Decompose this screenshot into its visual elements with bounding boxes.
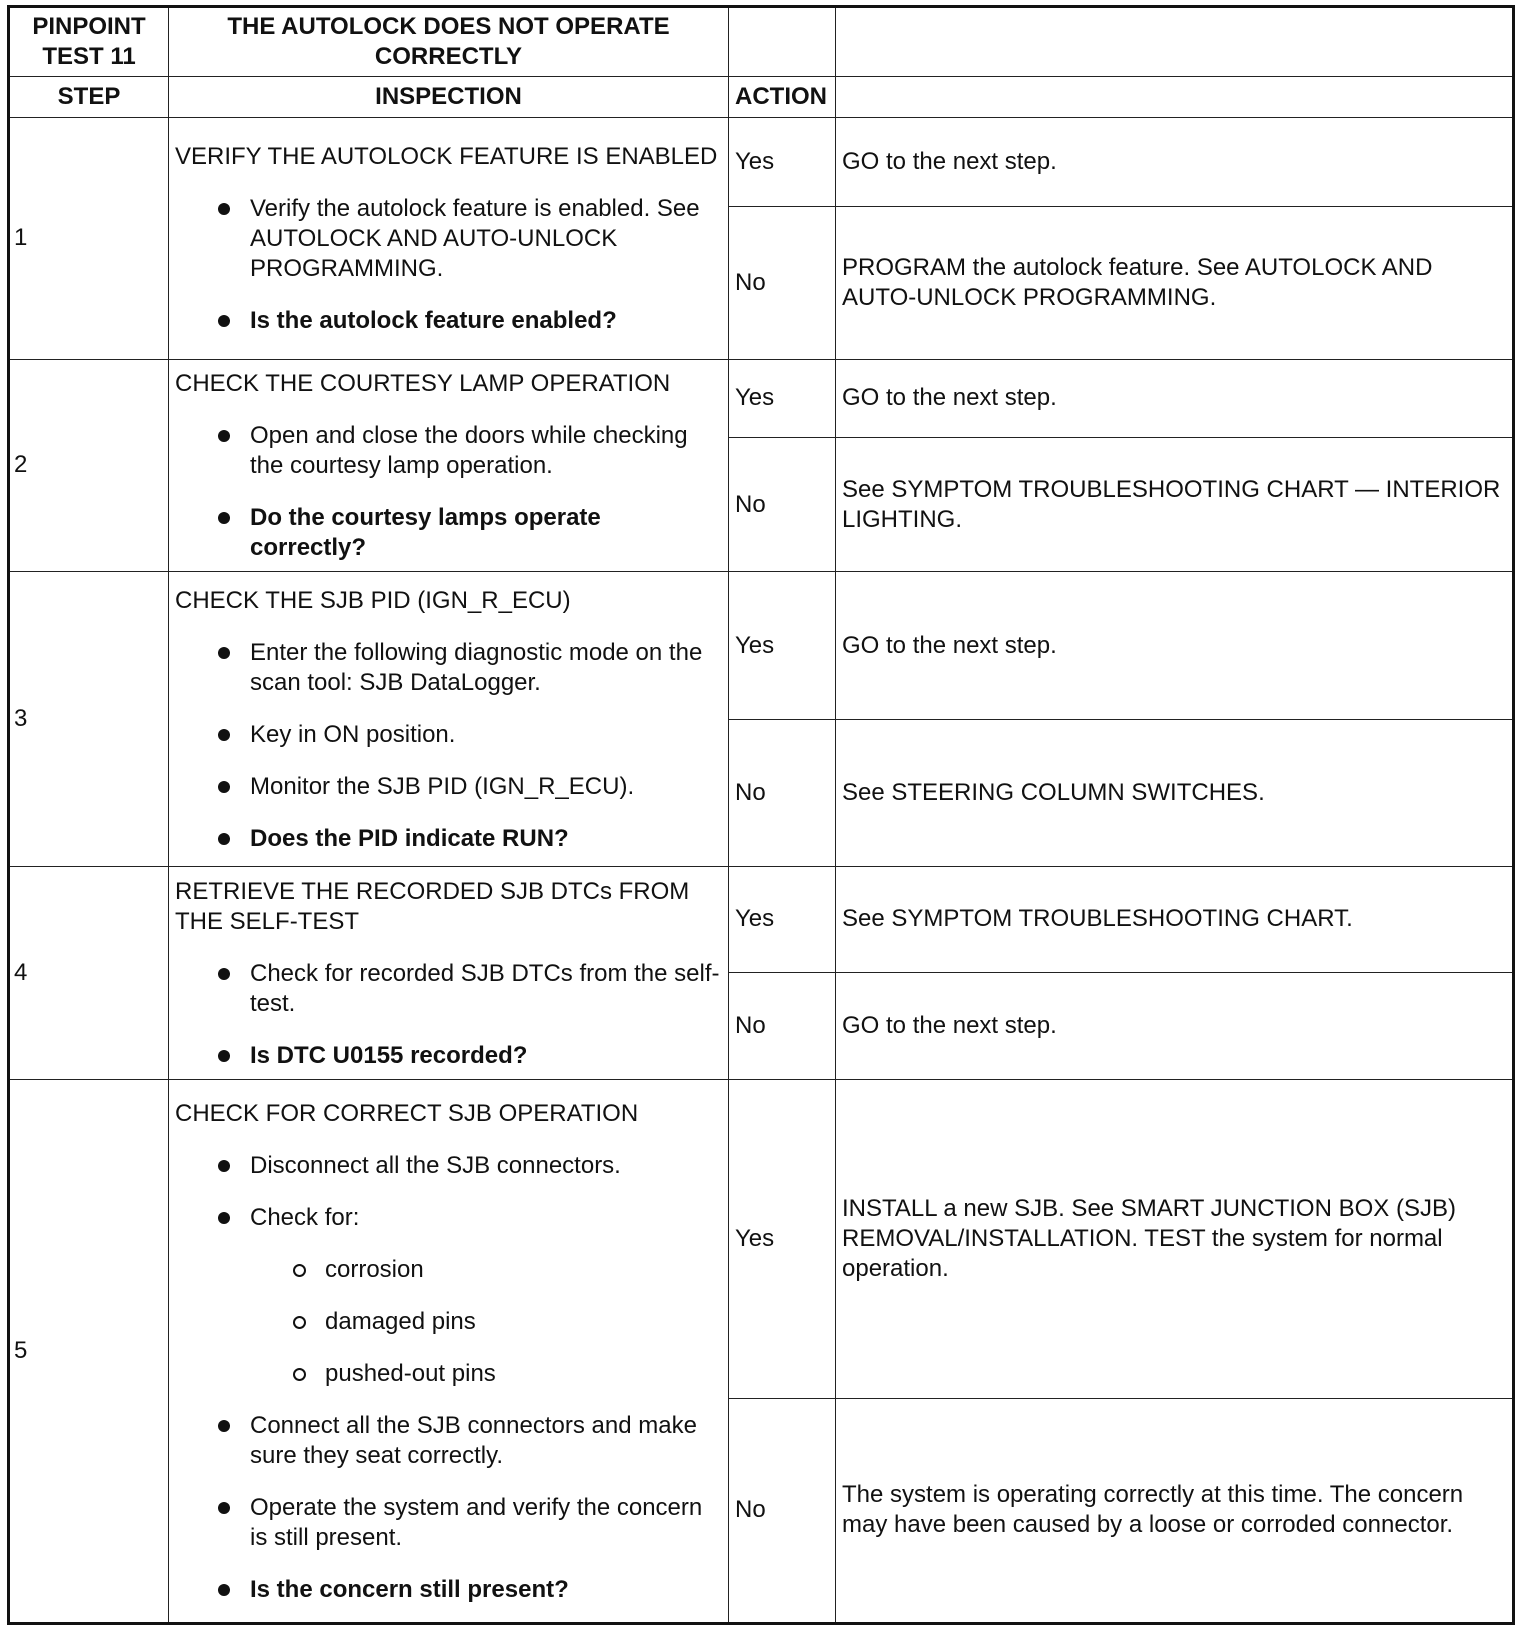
step-1-yes-row: [9, 118, 1514, 206]
bullet-text: Enter the following diagnostic mode on the scan tool: SJB DataLogger.: [250, 639, 703, 697]
circle-bullet-icon: [293, 1264, 306, 1277]
bullet-icon: [218, 203, 230, 215]
bullet-item: [175, 1493, 722, 1553]
no-action: PROGRAM the autolock feature. See AUTOLOCK AND AUTO-UNLOCK PROGRAMMING.: [836, 206, 1514, 359]
question-item: [175, 306, 722, 336]
sub-bullet-item: [250, 1359, 722, 1389]
bullet-text: Check for recorded SJB DTCs from the self-test.: [250, 959, 720, 1017]
action-column-header: ACTION: [729, 77, 836, 118]
yes-action: GO to the next step.: [836, 572, 1514, 720]
step-number: 3: [9, 572, 169, 866]
step-title: RETRIEVE THE RECORDED SJB DTCs FROM THE SELF-TEST: [175, 877, 690, 935]
sub-bullet-text: corrosion: [325, 1255, 424, 1283]
step-2-inspection: [169, 359, 729, 572]
bullet-icon: [218, 512, 230, 524]
no-label: No: [729, 1398, 836, 1623]
bullet-text: Connect all the SJB connectors and make sure they seat correctly.: [250, 1411, 697, 1469]
no-action: See STEERING COLUMN SWITCHES.: [836, 720, 1514, 867]
bullet-text: Monitor the SJB PID (IGN_R_ECU).: [250, 773, 635, 801]
bullet-icon: [218, 1212, 230, 1224]
bullet-list: [175, 959, 722, 1071]
question-text: Does the PID indicate RUN?: [250, 825, 569, 853]
yes-label: Yes: [729, 359, 836, 437]
sub-bullet-text: pushed-out pins: [325, 1359, 496, 1387]
bullet-item: [175, 1203, 722, 1389]
step-number: 5: [9, 1079, 169, 1623]
step-4-yes-row: [9, 866, 1514, 972]
bullet-icon: [218, 968, 230, 980]
bullet-icon: [218, 1160, 230, 1172]
bullet-icon: [218, 430, 230, 442]
yes-action: GO to the next step.: [836, 118, 1514, 206]
yes-action: See SYMPTOM TROUBLESHOOTING CHART.: [836, 866, 1514, 972]
bullet-icon: [218, 315, 230, 327]
question-item: [175, 503, 722, 563]
sub-bullet-list: [250, 1255, 722, 1389]
pinpoint-test-label: PINPOINT TEST 11: [9, 7, 169, 77]
step-column-header: STEP: [9, 77, 169, 118]
bullet-item: [175, 1151, 722, 1181]
bullet-text: Verify the autolock feature is enabled. See AUTOLOCK AND AUTO-UNLOCK PROGRAMMING.: [250, 195, 700, 283]
empty-cell: [836, 77, 1514, 118]
step-title: CHECK FOR CORRECT SJB OPERATION: [175, 1099, 639, 1127]
no-action: GO to the next step.: [836, 973, 1514, 1079]
test-title: THE AUTOLOCK DOES NOT OPERATE CORRECTLY: [169, 7, 729, 77]
bullet-item: [175, 638, 722, 698]
no-label: No: [729, 720, 836, 867]
no-label: No: [729, 437, 836, 572]
question-text: Is the autolock feature enabled?: [250, 307, 617, 335]
yes-label: Yes: [729, 572, 836, 720]
sub-bullet-item: [250, 1255, 722, 1285]
bullet-text: Disconnect all the SJB connectors.: [250, 1151, 621, 1179]
bullet-item: [175, 194, 722, 284]
bullet-item: [175, 720, 722, 750]
bullet-item: [175, 772, 722, 802]
empty-cell: [729, 7, 836, 77]
step-number: 2: [9, 359, 169, 572]
bullet-icon: [218, 1050, 230, 1062]
step-3-inspection: [169, 572, 729, 866]
bullet-item: [175, 421, 722, 481]
yes-label: Yes: [729, 118, 836, 206]
question-text: Do the courtesy lamps operate correctly?: [250, 504, 601, 562]
step-1-inspection: [169, 118, 729, 359]
step-title: CHECK THE SJB PID (IGN_R_ECU): [175, 587, 571, 615]
step-title: VERIFY THE AUTOLOCK FEATURE IS ENABLED: [175, 143, 718, 171]
bullet-list: [175, 638, 722, 854]
no-action: The system is operating correctly at this time. The concern may have been caused by a loose or corroded connector.: [836, 1398, 1514, 1623]
bullet-icon: [218, 1502, 230, 1514]
step-number: 4: [9, 866, 169, 1079]
question-item: [175, 824, 722, 854]
empty-cell: [836, 7, 1514, 77]
circle-bullet-icon: [293, 1316, 306, 1329]
step-number: 1: [9, 118, 169, 359]
sub-bullet-item: [250, 1307, 722, 1337]
bullet-icon: [218, 1584, 230, 1596]
step-3-yes-row: [9, 572, 1514, 720]
yes-action: INSTALL a new SJB. See SMART JUNCTION BOX (SJB) REMOVAL/INSTALLATION. TEST the system for normal operation.: [836, 1079, 1514, 1398]
column-header-row: [9, 77, 1514, 118]
bullet-item: [175, 1411, 722, 1471]
yes-label: Yes: [729, 1079, 836, 1398]
bullet-list: [175, 421, 722, 563]
question-item: [175, 1041, 722, 1071]
bullet-text: Check for:: [250, 1203, 360, 1231]
bullet-icon: [218, 781, 230, 793]
question-item: [175, 1575, 722, 1605]
no-action: See SYMPTOM TROUBLESHOOTING CHART — INTERIOR LIGHTING.: [836, 437, 1514, 572]
bullet-icon: [218, 1420, 230, 1432]
step-2-yes-row: [9, 359, 1514, 437]
title-row: [9, 7, 1514, 77]
sub-bullet-text: damaged pins: [325, 1307, 476, 1335]
no-label: No: [729, 973, 836, 1079]
bullet-text: Key in ON position.: [250, 721, 456, 749]
question-text: Is the concern still present?: [250, 1575, 569, 1603]
step-5-yes-row: [9, 1079, 1514, 1398]
bullet-text: Operate the system and verify the concern is still present.: [250, 1493, 703, 1551]
bullet-list: [175, 1151, 722, 1605]
yes-label: Yes: [729, 866, 836, 972]
question-text: Is DTC U0155 recorded?: [250, 1041, 528, 1069]
step-5-inspection: [169, 1079, 729, 1623]
pinpoint-test-table: [7, 5, 1515, 1625]
step-4-inspection: [169, 866, 729, 1079]
bullet-list: [175, 194, 722, 336]
bullet-item: [175, 959, 722, 1019]
yes-action: GO to the next step.: [836, 359, 1514, 437]
bullet-icon: [218, 833, 230, 845]
bullet-icon: [218, 729, 230, 741]
bullet-icon: [218, 647, 230, 659]
circle-bullet-icon: [293, 1368, 306, 1381]
inspection-column-header: INSPECTION: [169, 77, 729, 118]
step-title: CHECK THE COURTESY LAMP OPERATION: [175, 370, 671, 398]
bullet-text: Open and close the doors while checking the courtesy lamp operation.: [250, 422, 688, 480]
no-label: No: [729, 206, 836, 359]
